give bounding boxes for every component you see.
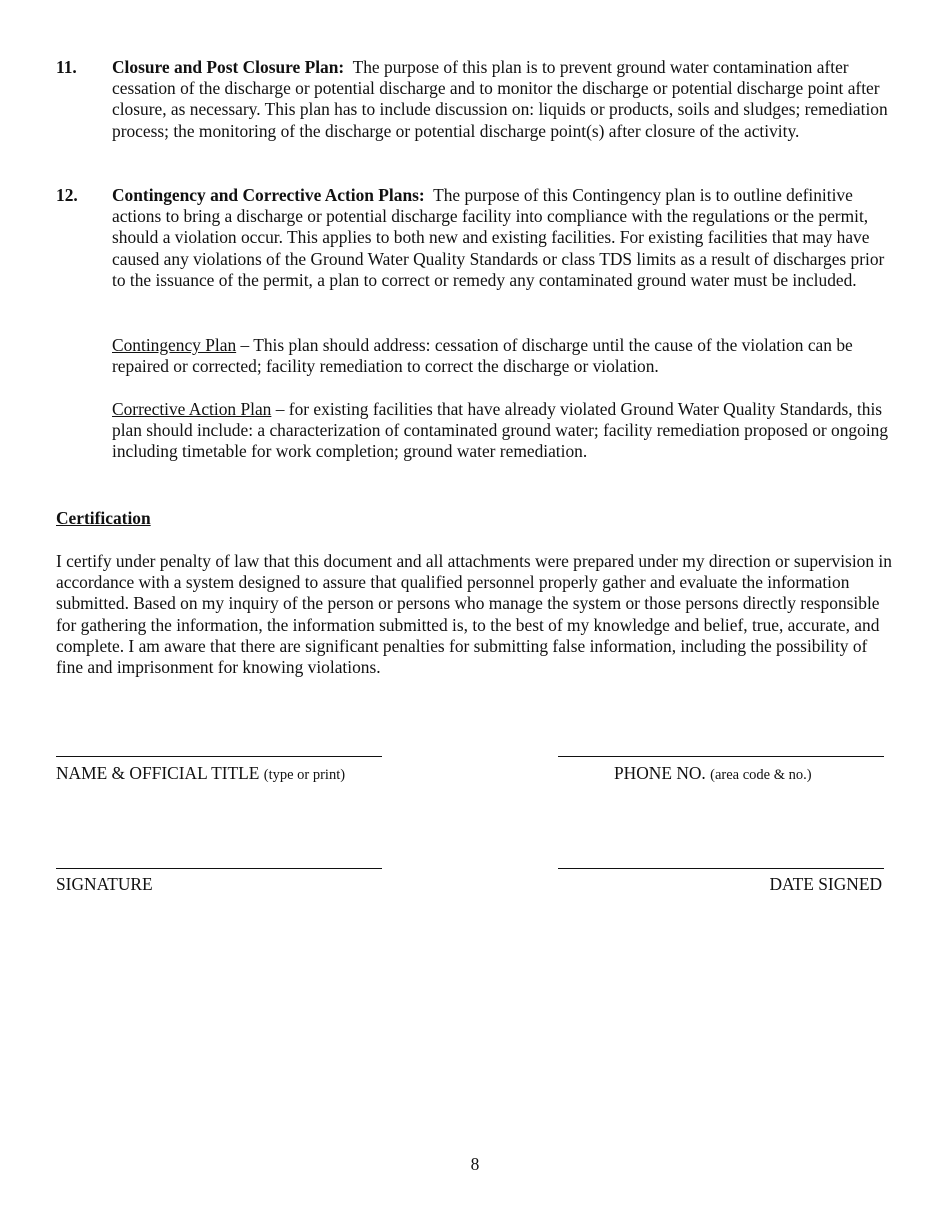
corrective-action-plan-paragraph (112, 399, 896, 463)
item-11 (56, 57, 896, 142)
phone-line[interactable] (558, 756, 884, 757)
phone-hint: (area code & no.) (710, 767, 812, 783)
phone-label-text: PHONE NO. (614, 763, 706, 783)
name-title-label (56, 763, 345, 786)
signature-label: SIGNATURE (56, 874, 153, 894)
item-title: Contingency and Corrective Action Plans: (112, 185, 425, 205)
contingency-plan-text: – This plan should address: cessation of discharge until the cause of the violation can be repaired or corrected; facility remediation to correct the discharge or violation. (112, 335, 853, 377)
item-12 (56, 185, 896, 291)
contingency-plan-label: Contingency Plan (112, 335, 237, 355)
date-signed-line[interactable] (558, 868, 884, 869)
date-signed-label: DATE SIGNED (769, 874, 882, 894)
item-text: The purpose of this Contingency plan is to outline definitive actions to bring a discharge or potential discharge facility into compliance with the regulations or the permit, should a violation occur. This applies to both new and existing facilities. For existing facilities that may have caused any violations of the Ground Water Quality Standards or class TDS limits as a result of discharges prior to the issuance of the permit, a plan to correct or remedy any contaminated ground water must be included. (112, 185, 885, 290)
item-number: 12. (56, 185, 78, 205)
name-title-hint: (type or print) (263, 767, 346, 783)
name-title-label-text: NAME & OFFICIAL TITLE (56, 763, 260, 783)
page-number: 8 (470, 1154, 480, 1174)
phone-label (614, 763, 812, 786)
certification-heading: Certification (56, 508, 151, 528)
item-number: 11. (56, 57, 77, 77)
item-text: The purpose of this plan is to prevent ground water contamination after cessation of the discharge or potential discharge and to monitor the discharge or potential discharge point after closure, as necessary. This plan has to include discussion on: liquids or products, soils and sludges; remediation process; the monitoring of the discharge or potential discharge point(s) after closure of the activity. (112, 57, 888, 141)
contingency-plan-paragraph (112, 335, 896, 377)
item-body (112, 185, 896, 291)
corrective-action-plan-text: – for existing facilities that have already violated Ground Water Quality Standards, this plan should include: a characterization of contaminated ground water; facility remediation proposed or ongoing including timetable for work completion; ground water remediation. (112, 399, 889, 462)
certification-text: I certify under penalty of law that this document and all attachments were prepared under my direction or supervision in accordance with a system designed to assure that qualified personnel properly gather and evaluate the information submitted. Based on my inquiry of the person or persons who manage the system or those persons directly responsible for gathering the information, the information submitted is, to the best of my knowledge and belief, true, accurate, and complete. I am aware that there are significant penalties for submitting false information, including the possibility of fine and imprisonment for knowing violations. (56, 551, 892, 678)
name-title-line[interactable] (56, 756, 382, 757)
item-body (112, 57, 896, 142)
signature-line[interactable] (56, 868, 382, 869)
item-title: Closure and Post Closure Plan: (112, 57, 345, 77)
corrective-action-plan-label: Corrective Action Plan (112, 399, 272, 419)
